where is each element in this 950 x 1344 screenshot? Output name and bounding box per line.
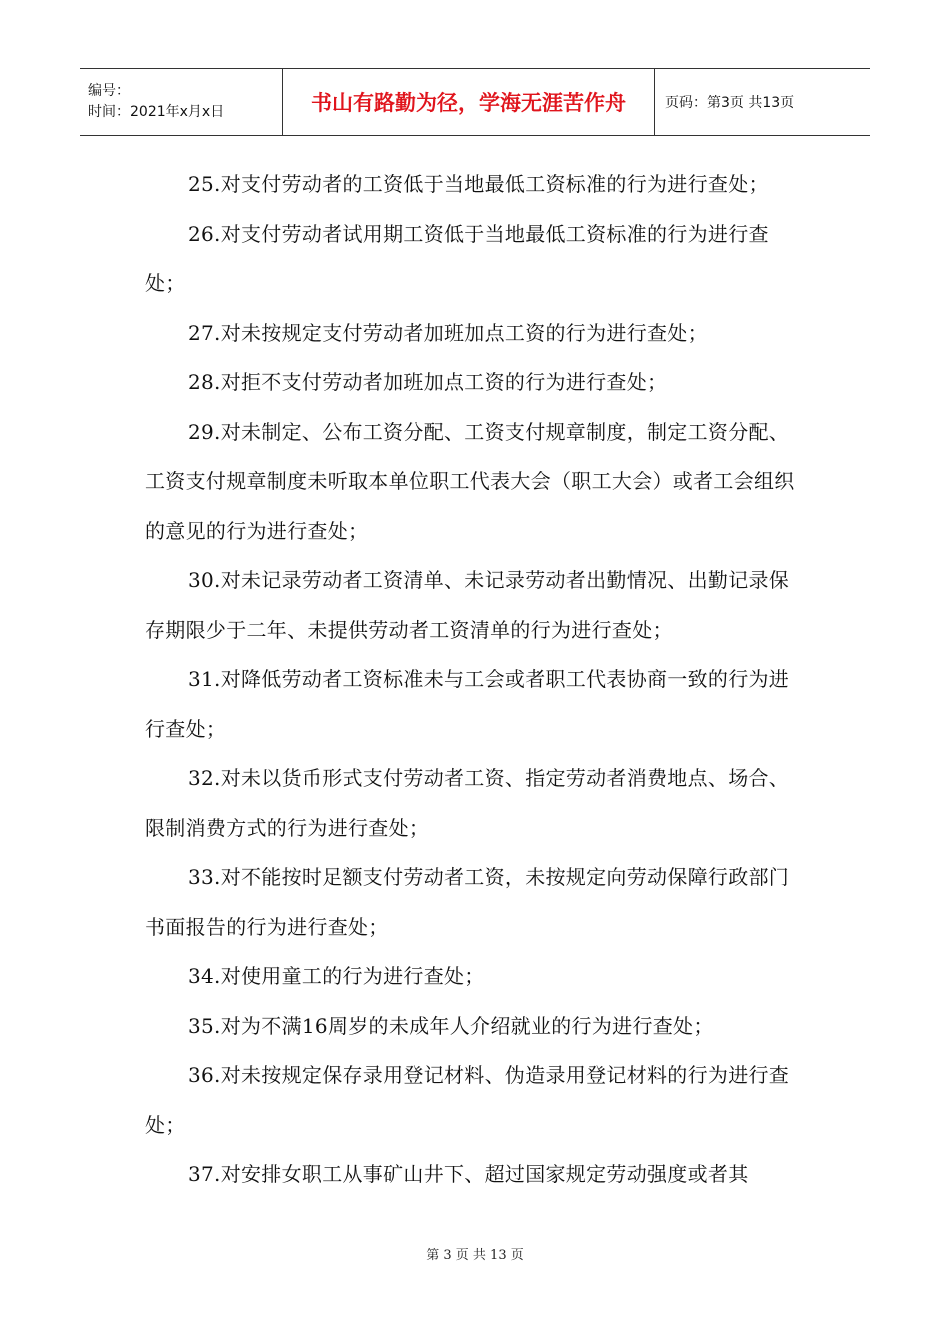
header-page-info: 页码：第3页 共13页 [665,95,795,111]
document-number-label: 编号： [88,83,130,99]
page-header [80,68,870,136]
paragraph: 34.对使用童工的行为进行查处； [188,964,485,988]
paragraph: 30.对未记录劳动者工资清单、未记录劳动者出勤情况、出勤记录保存期限少于二年、未提供劳动者工资清单的行为进行查处； [145,568,790,642]
paragraph: 25.对支付劳动者的工资低于当地最低工资标准的行为进行查处； [188,172,769,196]
document-date: 时间：2021年x月x日 [88,104,225,120]
paragraph: 33.对不能按时足额支付劳动者工资，未按规定向劳动保障行政部门书面报告的行为进行查处； [145,865,790,939]
paragraph: 36.对未按规定保存录用登记材料、伪造录用登记材料的行为进行查处； [145,1063,790,1137]
paragraph: 31.对降低劳动者工资标准未与工会或者职工代表协商一致的行为进行查处； [145,667,790,741]
document-body [145,160,807,1200]
header-meta [80,69,283,135]
paragraph: 27.对未按规定支付劳动者加班加点工资的行为进行查处； [188,320,708,345]
paragraph: 28.对拒不支付劳动者加班加点工资的行为进行查处； [188,370,668,394]
paragraph: 35.对为不满16周岁的未成年人介绍就业的行为进行查处； [188,1013,714,1038]
paragraph: 32.对未以货币形式支付劳动者工资、指定劳动者消费地点、场合、限制消费方式的行为进行查处； [145,766,790,840]
paragraph: 37.对安排女职工从事矿山井下、超过国家规定劳动强度或者其 [188,1162,749,1186]
paragraph: 29.对未制定、公布工资分配、工资支付规章制度，制定工资分配、工资支付规章制度未听取本单位职工代表大会（职工大会）或者工会组织的意见的行为进行查处； [145,419,795,543]
header-motto: 书山有路勤为径，学海无涯苦作舟 [283,69,655,135]
page-footer: 第 3 页 共 13 页 [426,1248,524,1263]
paragraph: 26.对支付劳动者试用期工资低于当地最低工资标准的行为进行查处； [145,221,769,295]
